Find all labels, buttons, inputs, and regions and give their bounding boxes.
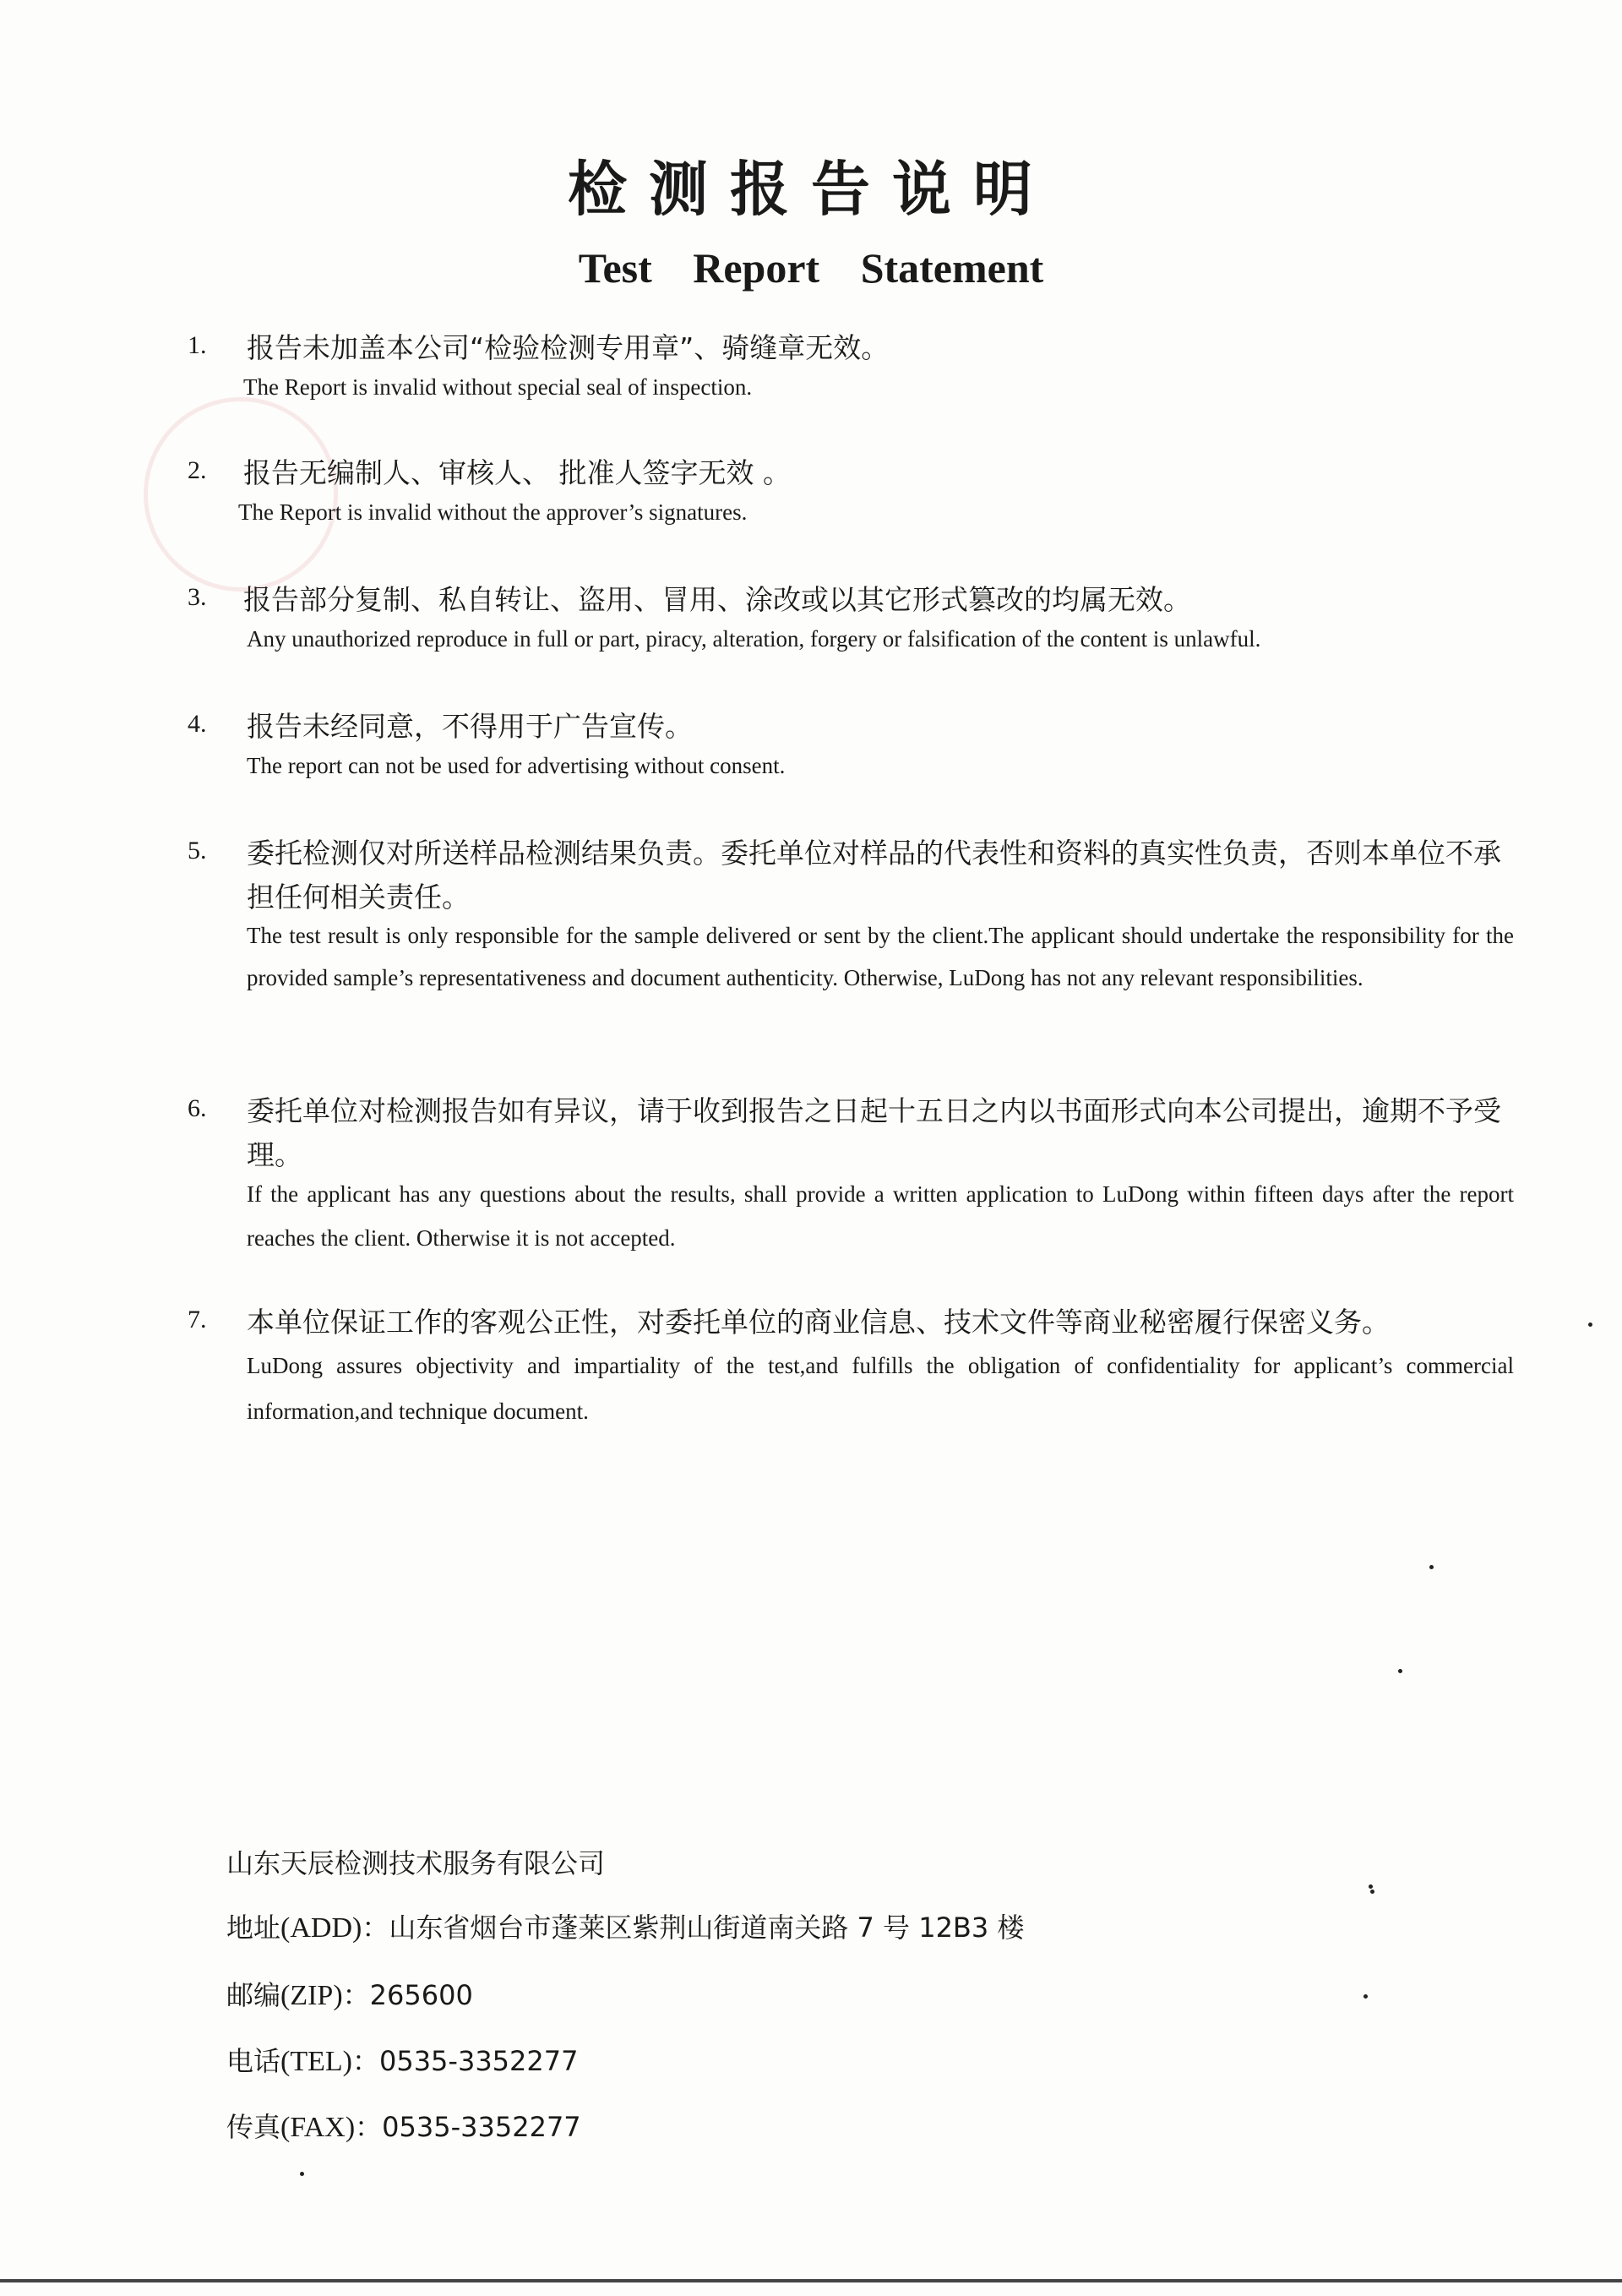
item-text-english: The Report is invalid without special seal of inspection. <box>243 374 753 400</box>
item-text-english: Any unauthorized reproduce in full or part, piracy, alteration, forgery or falsification of the content is unlawful. <box>247 626 1261 652</box>
item-text-english: If the applicant has any questions about the results, shall provide a written application to LuDong within fifteen days after the report reaches the client. Otherwise it is not accepted. <box>247 1181 1514 1251</box>
item-number: 6. <box>188 1094 207 1122</box>
scan-speck <box>1369 1884 1373 1889</box>
scan-speck <box>1363 1994 1368 1999</box>
zip-label-cn: 邮编 <box>226 1979 281 2011</box>
item-number: 2. <box>188 456 207 484</box>
zip-label-en: (ZIP) <box>280 1980 343 2011</box>
title-english: Test Report Statement <box>578 244 1044 292</box>
item-text-chinese: 委托检测仅对所送样品检测结果负责。委托单位对样品的代表性和资料的真实性负责，否则本单位不承担任何相关责任。 <box>247 837 1501 913</box>
tel-label-cn: 电话 <box>226 2045 281 2077</box>
item-number: 4. <box>188 710 207 738</box>
scan-speck <box>1429 1565 1434 1569</box>
page-bottom-edge <box>0 2279 1622 2282</box>
tel-label-en: (TEL) <box>280 2046 352 2077</box>
zip-line <box>226 1974 473 2013</box>
address-value: ：山东省烟台市蓬莱区紫荆山街道南关路 7 号 12B3 楼 <box>362 1912 1025 1944</box>
address-label-cn: 地址 <box>226 1912 281 1944</box>
tel-line <box>226 2040 578 2079</box>
item-number: 1. <box>188 331 207 359</box>
fax-line <box>226 2106 581 2145</box>
scan-speck <box>1588 1323 1592 1327</box>
item-text-english: The test result is only responsible for the sample delivered or sent by the client.The applicant should undertake the responsibility for the provided sample’s representativeness and document authenticity. Otherwise, LuDong has not any relevant responsibilities. <box>247 923 1514 990</box>
company-name: 山东天辰检测技术服务有限公司 <box>226 1847 606 1879</box>
item-number: 5. <box>188 837 207 864</box>
scan-speck <box>300 2172 304 2176</box>
scan-speck <box>1398 1669 1402 1673</box>
item-text-chinese: 报告未经同意，不得用于广告宣传。 <box>247 710 693 743</box>
item-text-chinese: 委托单位对检测报告如有异议，请于收到报告之日起十五日之内以书面形式向本公司提出，逾期不予受理。 <box>247 1094 1501 1171</box>
item-text-chinese: 报告无编制人、审核人、 批准人签字无效 。 <box>243 456 791 489</box>
item-text-chinese: 本单位保证工作的客观公正性，对委托单位的商业信息、技术文件等商业秘密履行保密义务。 <box>247 1306 1390 1339</box>
address-line <box>226 1906 1024 1945</box>
item-number: 7. <box>188 1306 207 1333</box>
item-text-chinese: 报告部分复制、私自转让、盗用、冒用、涂改或以其它形式篡改的均属无效。 <box>243 583 1191 616</box>
item-text-english: The report can not be used for advertising without consent. <box>247 753 786 778</box>
title-chinese: 检测报告说明 <box>568 154 1054 224</box>
fax-label-en: (FAX) <box>280 2112 356 2143</box>
item-text-chinese: 报告未加盖本公司“检验检测专用章”、骑缝章无效。 <box>247 331 890 364</box>
fax-value: ：0535-3352277 <box>355 2111 581 2143</box>
fax-label-cn: 传真 <box>226 2111 281 2143</box>
scan-speck <box>1370 1890 1374 1894</box>
tel-value: ：0535-3352277 <box>351 2045 579 2077</box>
item-text-english: The Report is invalid without the approver’s signatures. <box>238 499 748 525</box>
item-text-english: LuDong assures objectivity and impartiality of the test,and fulfills the obligation of confidentiality for applicant’s commercial information,and technique document. <box>247 1353 1514 1424</box>
zip-value: ：265600 <box>342 1979 473 2011</box>
address-label-en: (ADD) <box>280 1912 362 1944</box>
item-number: 3. <box>188 583 207 611</box>
